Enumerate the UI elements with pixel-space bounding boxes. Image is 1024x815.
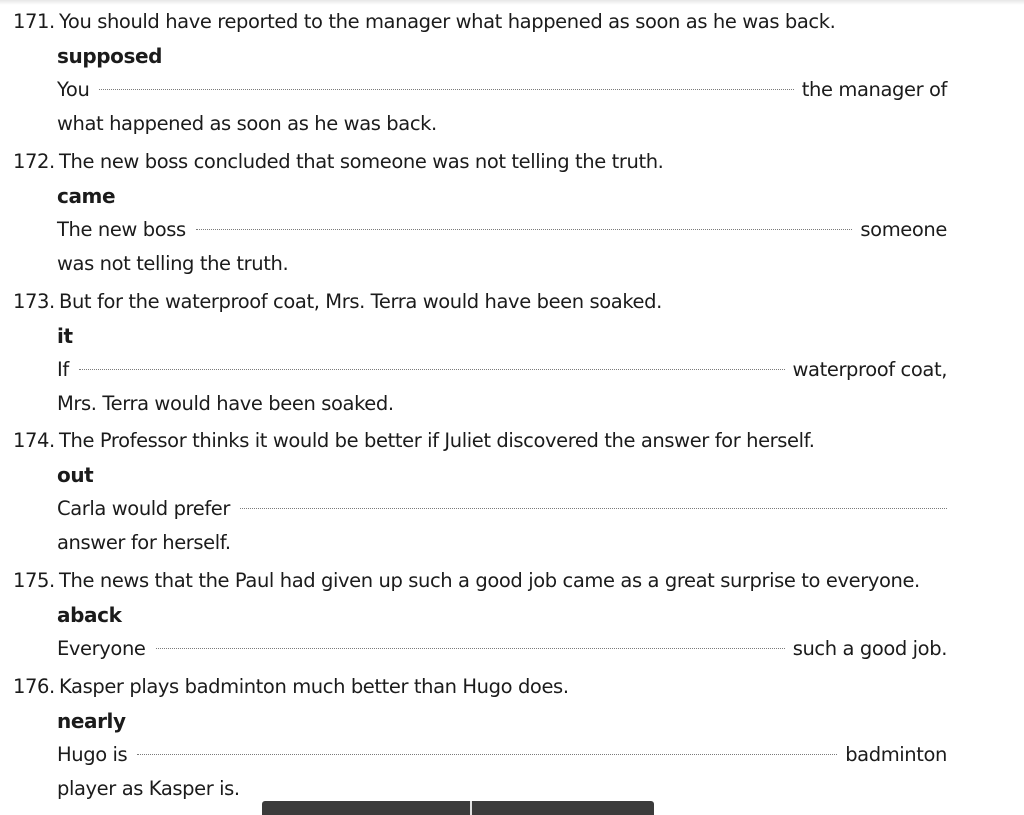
answer-end: someone bbox=[860, 218, 947, 241]
question-176 bbox=[13, 670, 1003, 806]
answer-blank[interactable] bbox=[196, 207, 853, 230]
question-number: 173. bbox=[13, 290, 55, 313]
question-number: 175. bbox=[13, 569, 55, 592]
answer-blank[interactable] bbox=[240, 486, 947, 509]
question-174 bbox=[13, 424, 1003, 560]
answer-start: Carla would prefer bbox=[57, 497, 231, 520]
question-number: 172. bbox=[13, 150, 55, 173]
question-sentence bbox=[13, 564, 1003, 598]
answer-blank[interactable] bbox=[137, 732, 837, 755]
answer-line bbox=[13, 213, 947, 247]
question-text: You should have reported to the manager what happened as soon as he was back. bbox=[59, 10, 836, 33]
question-sentence bbox=[13, 145, 1003, 179]
answer-continuation: Mrs. Terra would have been soaked. bbox=[57, 392, 394, 415]
answer-line bbox=[13, 738, 947, 772]
answer-start: The new boss bbox=[57, 218, 186, 241]
key-word: came bbox=[57, 184, 116, 208]
question-171 bbox=[13, 5, 1003, 141]
key-word: out bbox=[57, 463, 94, 487]
question-172 bbox=[13, 145, 1003, 281]
toolbar-divider bbox=[470, 801, 472, 815]
answer-line bbox=[13, 73, 947, 107]
question-173 bbox=[13, 285, 1003, 421]
answer-line bbox=[13, 632, 947, 666]
question-text: The Professor thinks it would be better if Juliet discovered the answer for herself. bbox=[59, 429, 815, 452]
answer-line bbox=[13, 492, 947, 526]
question-text: The news that the Paul had given up such a good job came as a great surprise to everyone. bbox=[59, 569, 920, 592]
answer-end: such a good job. bbox=[792, 637, 947, 660]
question-sentence bbox=[13, 285, 1003, 319]
answer-line bbox=[13, 353, 947, 387]
answer-continuation: player as Kasper is. bbox=[57, 777, 240, 800]
answer-start: You bbox=[57, 78, 90, 101]
question-text: But for the waterproof coat, Mrs. Terra would have been soaked. bbox=[59, 290, 662, 313]
answer-end: waterproof coat, bbox=[792, 358, 947, 381]
key-word: supposed bbox=[57, 44, 163, 68]
answer-blank[interactable] bbox=[79, 347, 785, 370]
key-word: nearly bbox=[57, 709, 126, 733]
question-175 bbox=[13, 564, 1003, 666]
question-number: 176. bbox=[13, 675, 55, 698]
question-sentence bbox=[13, 5, 1003, 39]
answer-start: Hugo is bbox=[57, 743, 128, 766]
question-sentence bbox=[13, 424, 1003, 458]
answer-start: Everyone bbox=[57, 637, 146, 660]
answer-end: badminton bbox=[845, 743, 947, 766]
viewer-toolbar[interactable] bbox=[262, 801, 654, 815]
question-text: The new boss concluded that someone was not telling the truth. bbox=[59, 150, 664, 173]
answer-continuation: what happened as soon as he was back. bbox=[57, 112, 437, 135]
question-number: 174. bbox=[13, 429, 55, 452]
question-sentence bbox=[13, 670, 1003, 704]
question-text: Kasper plays badminton much better than Hugo does. bbox=[59, 675, 569, 698]
answer-start: If bbox=[57, 358, 69, 381]
key-word: aback bbox=[57, 603, 122, 627]
answer-end: the manager of bbox=[801, 78, 947, 101]
question-number: 171. bbox=[13, 10, 55, 33]
answer-blank[interactable] bbox=[99, 67, 793, 90]
answer-continuation: answer for herself. bbox=[57, 531, 231, 554]
answer-continuation: was not telling the truth. bbox=[57, 252, 289, 275]
answer-blank[interactable] bbox=[156, 626, 785, 649]
key-word: it bbox=[57, 324, 73, 348]
